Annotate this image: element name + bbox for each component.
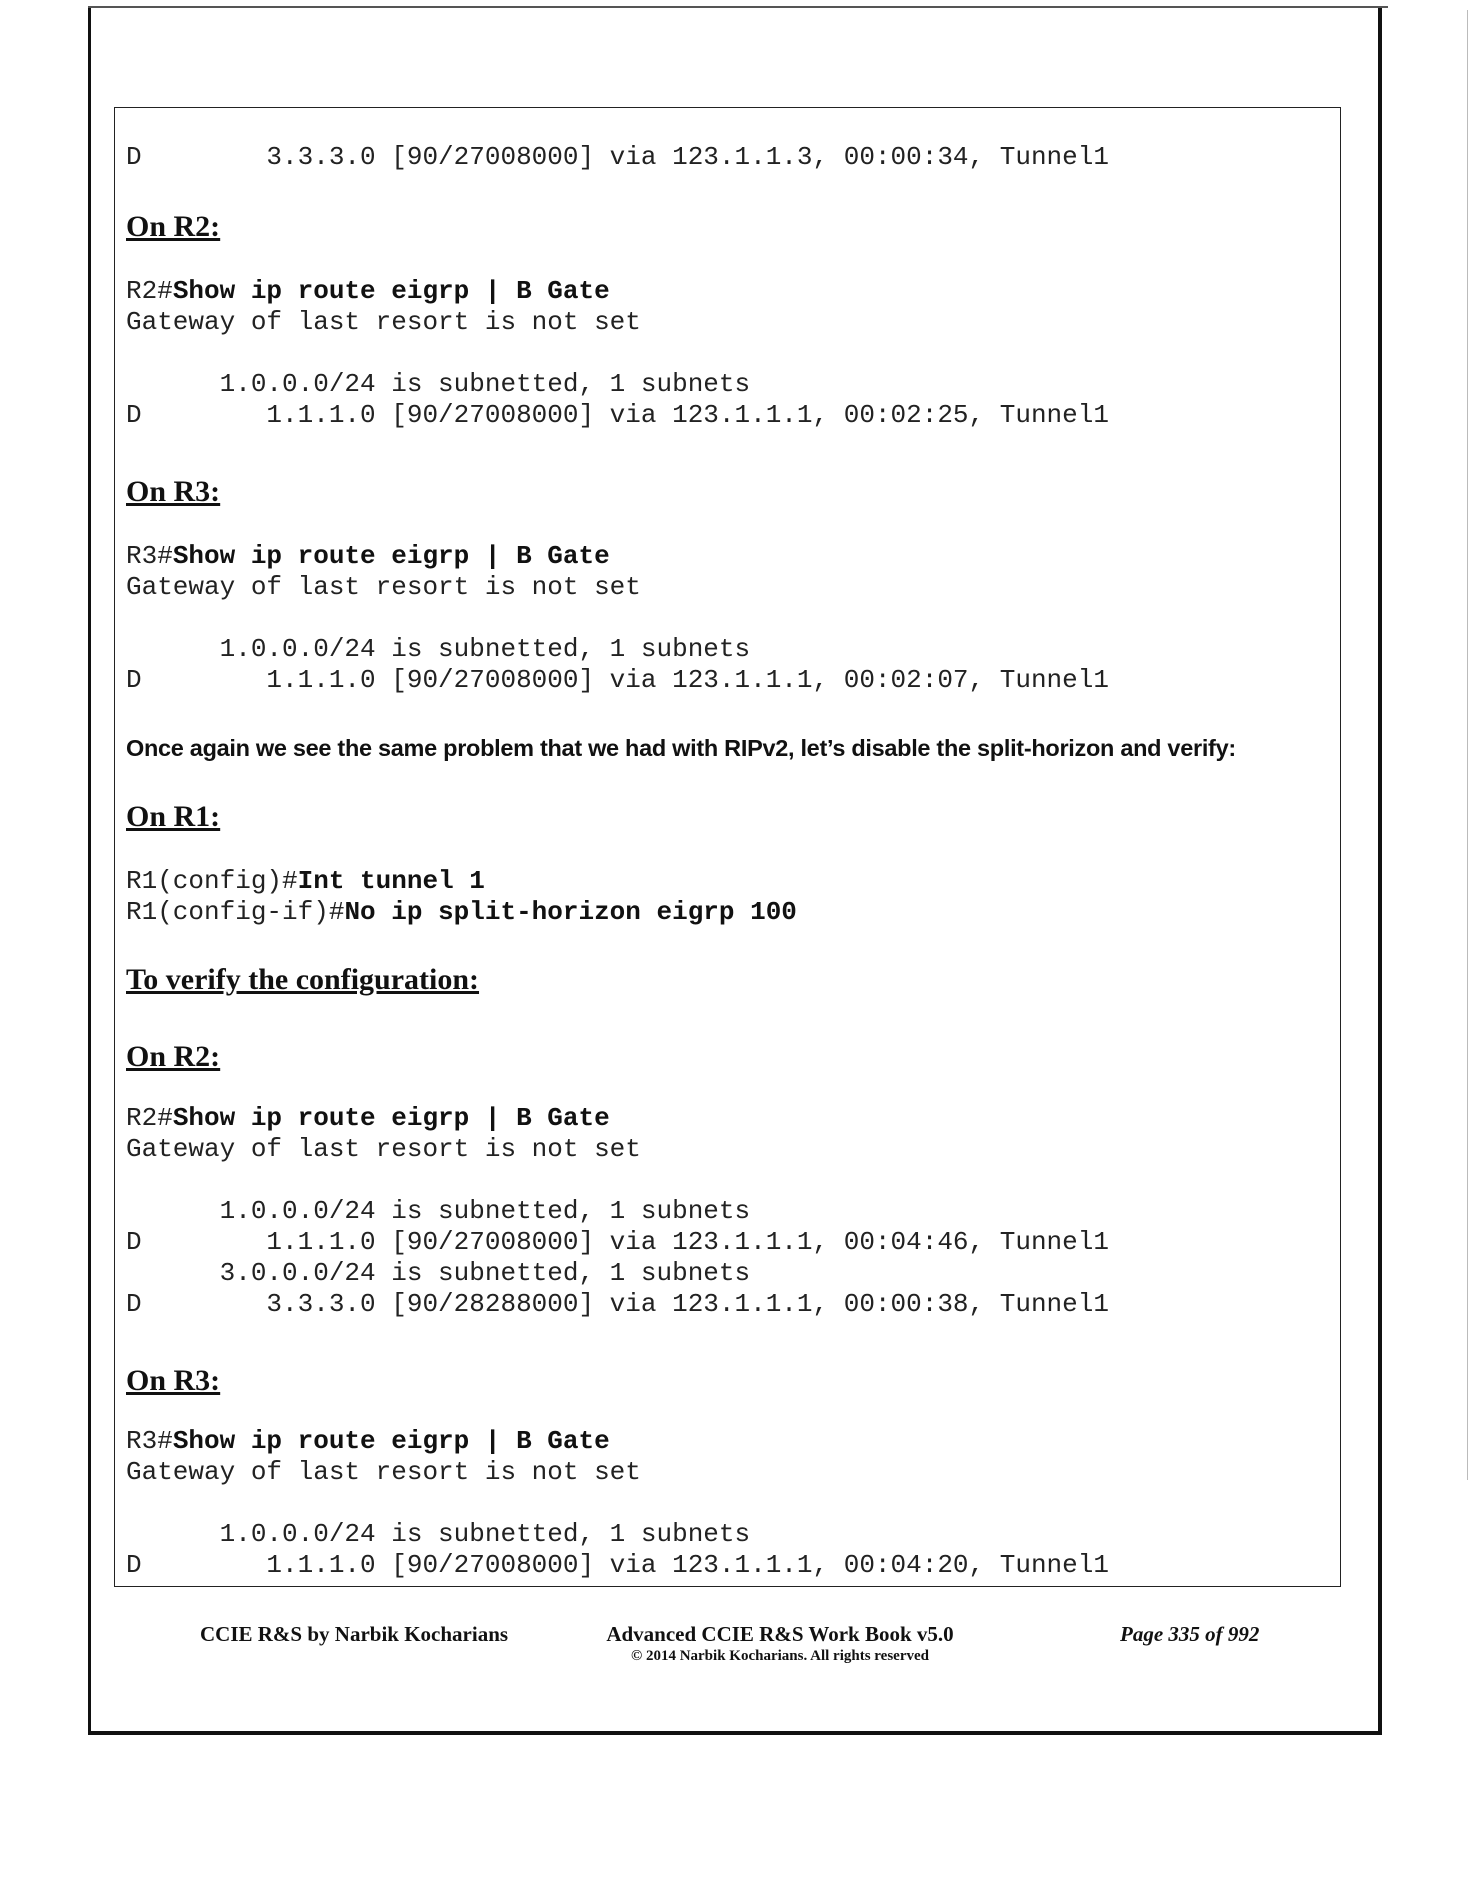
- code-text: R1(config-if)#: [126, 897, 345, 927]
- code-text: R2#: [126, 1103, 173, 1133]
- code-text: D 1.1.1.0 [90/27008000] via 123.1.1.1, 00:04:20, Tunnel1: [126, 1550, 1109, 1580]
- footer-page-number: Page 335 of 992: [1120, 1622, 1260, 1646]
- section-heading-on-r1: On R1:: [126, 800, 221, 833]
- code-line: [126, 572, 1109, 603]
- footer-copyright: © 2014 Narbik Kocharians. All rights reserved: [630, 1648, 929, 1664]
- route-output-r3-before: [126, 541, 1109, 696]
- code-line: [126, 1488, 1109, 1519]
- code-line: [126, 1426, 1109, 1457]
- code-text: Gateway of last resort is not set: [126, 572, 641, 602]
- config-commands-r1: [126, 866, 797, 928]
- code-text: D 1.1.1.0 [90/27008000] via 123.1.1.1, 00:02:25, Tunnel1: [126, 400, 1109, 430]
- section-heading-on-r2-verify: On R2:: [126, 1040, 221, 1073]
- code-line: [126, 665, 1109, 696]
- code-command: No ip split-horizon eigrp 100: [344, 897, 797, 927]
- code-line: [126, 866, 797, 897]
- route-output-r3-after: [126, 1426, 1109, 1581]
- section-heading-on-r2: On R2:: [126, 210, 221, 243]
- code-line: [126, 1134, 1109, 1165]
- code-line: [126, 369, 1109, 400]
- section-heading-verify: To verify the configuration:: [126, 963, 480, 996]
- code-line: [126, 897, 797, 928]
- code-text: 1.0.0.0/24 is subnetted, 1 subnets: [126, 1196, 751, 1226]
- code-command: Int tunnel 1: [297, 866, 485, 896]
- code-line: [126, 142, 1109, 173]
- code-text: Gateway of last resort is not set: [126, 1134, 641, 1164]
- code-text: R1(config)#: [126, 866, 298, 896]
- code-line: [126, 1457, 1109, 1488]
- code-line: [126, 1550, 1109, 1581]
- code-text: Gateway of last resort is not set: [126, 307, 641, 337]
- code-text: R3#: [126, 1426, 173, 1456]
- code-line: [126, 1258, 1109, 1289]
- code-text: 3.0.0.0/24 is subnetted, 1 subnets: [126, 1258, 751, 1288]
- code-line: [126, 1103, 1109, 1134]
- code-line: [126, 1289, 1109, 1320]
- section-heading-on-r3-verify: On R3:: [126, 1364, 221, 1397]
- code-line: [126, 541, 1109, 572]
- code-text: 1.0.0.0/24 is subnetted, 1 subnets: [126, 634, 751, 664]
- code-text: R2#: [126, 276, 173, 306]
- code-text: D 3.3.3.0 [90/28288000] via 123.1.1.1, 00:00:38, Tunnel1: [126, 1289, 1109, 1319]
- footer-book-title: Advanced CCIE R&S Work Book v5.0: [606, 1622, 954, 1646]
- code-line: [126, 1519, 1109, 1550]
- page-right-rule: [1467, 10, 1468, 1480]
- route-output-r1-tail: [126, 142, 1109, 173]
- code-command: Show ip route eigrp | B Gate: [172, 276, 610, 306]
- explanation-text: Once again we see the same problem that we had with RIPv2, let’s disable the split-horizon and verify:: [126, 735, 1236, 761]
- code-command: Show ip route eigrp | B Gate: [172, 1103, 610, 1133]
- code-line: [126, 634, 1109, 665]
- code-command: Show ip route eigrp | B Gate: [172, 1426, 610, 1456]
- code-command: Show ip route eigrp | B Gate: [172, 541, 610, 571]
- code-text: D 3.3.3.0 [90/27008000] via 123.1.1.3, 00:00:34, Tunnel1: [126, 142, 1109, 172]
- code-text: 1.0.0.0/24 is subnetted, 1 subnets: [126, 369, 751, 399]
- code-text: Gateway of last resort is not set: [126, 1457, 641, 1487]
- code-line: [126, 276, 1109, 307]
- footer-author: CCIE R&S by Narbik Kocharians: [200, 1622, 509, 1646]
- route-output-r2-before: [126, 276, 1109, 431]
- code-line: [126, 338, 1109, 369]
- code-line: [126, 307, 1109, 338]
- section-heading-on-r3: On R3:: [126, 475, 221, 508]
- code-line: [126, 1196, 1109, 1227]
- code-line: [126, 1227, 1109, 1258]
- code-line: [126, 603, 1109, 634]
- code-line: [126, 400, 1109, 431]
- route-output-r2-after: [126, 1103, 1109, 1320]
- code-text: D 1.1.1.0 [90/27008000] via 123.1.1.1, 00:02:07, Tunnel1: [126, 665, 1109, 695]
- code-text: D 1.1.1.0 [90/27008000] via 123.1.1.1, 00:04:46, Tunnel1: [126, 1227, 1109, 1257]
- code-text: R3#: [126, 541, 173, 571]
- code-text: 1.0.0.0/24 is subnetted, 1 subnets: [126, 1519, 751, 1549]
- code-line: [126, 1165, 1109, 1196]
